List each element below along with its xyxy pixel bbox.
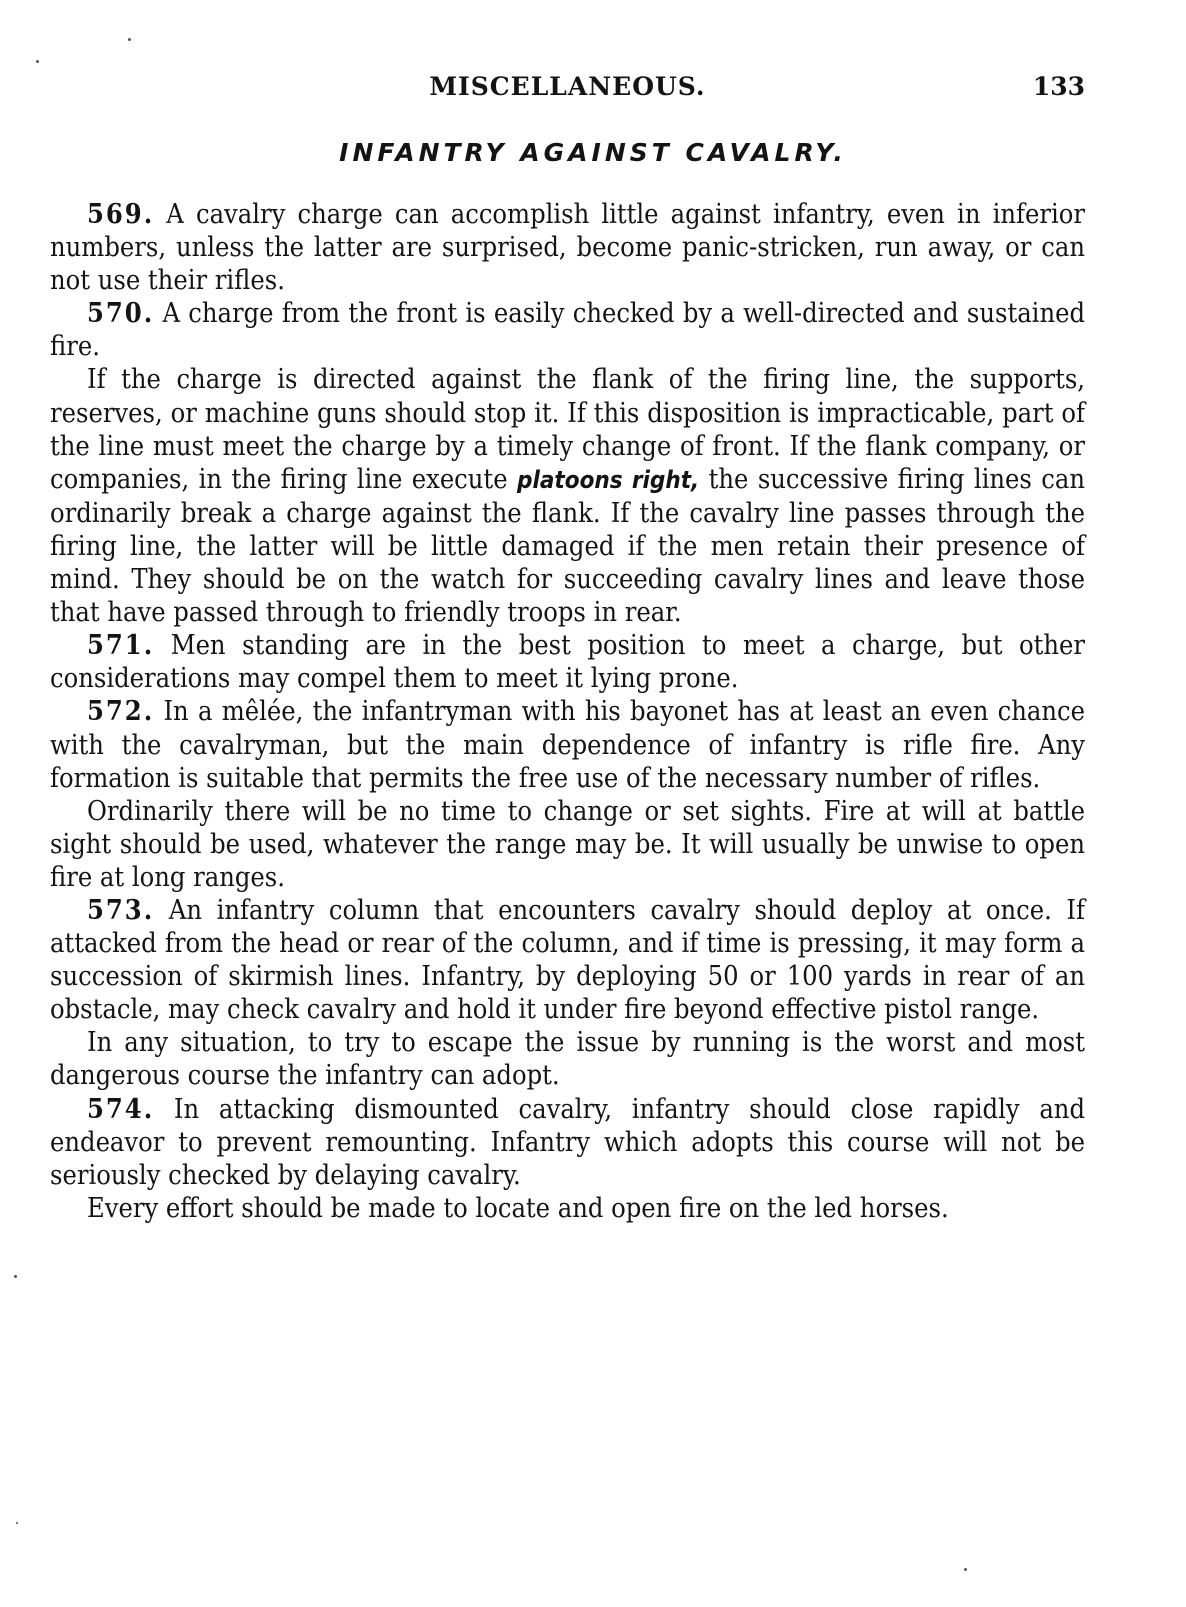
paragraph-number: 571.: [87, 630, 155, 662]
paragraph-text: Every effort should be made to locate and open fire on the led horses.: [87, 1192, 949, 1224]
running-head-title: MISCELLANEOUS.: [429, 72, 706, 101]
scan-speck: [36, 60, 39, 63]
paragraph-572-sights: [50, 795, 1085, 894]
paragraph-text-continued: the successive firing lines can ordinarily break a charge against the flank. If the cavalry line passes through the firing line, the latter will be little damaged if the men retain their presence of mind. They should be on the watch for succeeding cavalry lines and leave those that have passed through to friendly troops in rear.: [50, 463, 1085, 629]
paragraph-573-running: [50, 1026, 1085, 1092]
scan-speck: [128, 38, 131, 41]
paragraph-number: 574.: [87, 1093, 155, 1125]
running-head: [50, 72, 1085, 112]
scan-speck: [964, 1568, 967, 1571]
paragraph-574: [50, 1093, 1085, 1192]
paragraph-574-horses: [50, 1192, 1085, 1225]
command-text: platoons right,: [516, 465, 700, 494]
paragraph-number: 573.: [87, 894, 155, 926]
scan-speck: [16, 1522, 18, 1524]
paragraph-569: [50, 198, 1085, 297]
paragraph-570: [50, 297, 1085, 363]
paragraph-text: An infantry column that encounters cavalry should deploy at once. If attacked from the head or rear of the column, and if time is pressing, it may form a succession of skirmish lines. Infantry, by deploying 50 or 100 yards in rear of an obstacle, may check cavalry and hold it under fire beyond effective pistol range.: [50, 894, 1086, 1026]
paragraph-number: 569.: [87, 199, 155, 230]
paragraph-572: [50, 695, 1085, 794]
paragraph-text: In any situation, to try to escape the issue by running is the worst and most dangerous course the infantry can adopt.: [50, 1027, 1085, 1092]
paragraph-571: [50, 629, 1085, 695]
page-number: 133: [1032, 72, 1085, 101]
paragraph-570-flank: [50, 363, 1085, 629]
paragraph-number: 570.: [87, 298, 155, 330]
scan-speck: [14, 1275, 17, 1278]
paragraph-text: In attacking dismounted cavalry, infantry should close rapidly and endeavor to prevent remounting. Infantry which adopts this course will not be seriously checked by delaying cavalry.: [50, 1093, 1085, 1191]
paragraph-573: [50, 894, 1085, 1026]
paragraph-text: Men standing are in the best position to meet a charge, but other considerations may compel them to meet it lying prone.: [50, 630, 1085, 695]
section-heading: INFANTRY AGAINST CAVALRY.: [339, 138, 847, 167]
body-text: [50, 198, 1085, 1225]
paragraph-text: In a mêlée, the infantryman with his bayonet has at least an even chance with the cavalryman, but the main dependence of infantry is rifle fire. Any formation is suitable that permits the free use of the necessary number of rifles.: [50, 696, 1085, 794]
paragraph-text: Ordinarily there will be no time to change or set sights. Fire at will at battle sight should be used, whatever the range may be. It will usually be unwise to open fire at long ranges.: [50, 795, 1085, 893]
paragraph-text: A charge from the front is easily checked by a well-directed and sustained fire.: [50, 298, 1086, 363]
paragraph-number: 572.: [87, 696, 155, 728]
paragraph-text: A cavalry charge can accomplish little against infantry, even in inferior numbers, unless the latter are surprised, become panic-stricken, run away, or can not use their rifles.: [50, 199, 1085, 297]
paragraph-text: If the charge is directed against the flank of the firing line, the supports, reserves, or machine guns should stop it. If this disposition is impracticable, part of the line must meet the charge by a timely change of front. If the flank company, or companies, in the firing line execute: [50, 364, 1085, 495]
